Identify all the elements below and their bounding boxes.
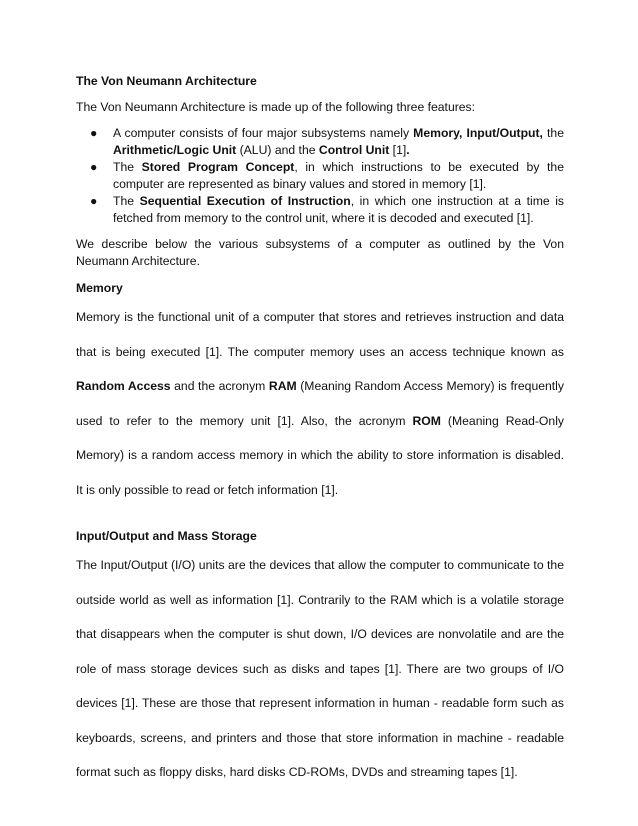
list-item bbox=[76, 125, 564, 159]
intro-paragraph: The Von Neumann Architecture is made up of the following three features: bbox=[76, 100, 476, 114]
heading-memory: Memory bbox=[76, 281, 123, 295]
heading-von-neumann: The Von Neumann Architecture bbox=[76, 74, 257, 88]
memory-bold: RAM bbox=[268, 379, 297, 393]
memory-paragraph bbox=[76, 300, 564, 507]
bullet-text: The bbox=[113, 160, 142, 174]
describe-paragraph: We describe below the various subsystems of a computer as outlined by the Von Neumann Architecture. bbox=[76, 237, 564, 268]
heading-io: Input/Output and Mass Storage bbox=[76, 529, 257, 543]
memory-text: (Meaning Read-Only Memory) is a random access memory in which the ability to store information is disabled. It is only possible to read or fetch information [1]. bbox=[76, 413, 564, 497]
bullet-bold: Stored Program Concept bbox=[141, 160, 295, 174]
bullet-bold: . bbox=[406, 143, 410, 157]
list-item bbox=[76, 193, 564, 227]
bullet-icon: ● bbox=[90, 194, 98, 208]
bullet-text: A computer consists of four major subsystems namely bbox=[113, 126, 414, 140]
document-body bbox=[76, 72, 564, 790]
bullet-text: The bbox=[113, 194, 140, 208]
memory-text: and the acronym bbox=[170, 379, 269, 393]
bullet-text: (ALU) and the bbox=[236, 143, 319, 157]
memory-text: (Meaning Random Access Memory) is frequently used to refer to the memory unit [1]. Also, the acronym bbox=[76, 379, 564, 428]
bullet-icon: ● bbox=[90, 160, 98, 174]
list-item bbox=[76, 159, 564, 193]
bullet-text: , in which instructions to be executed by the computer are represented as binary values and stored in memory [1]. bbox=[113, 160, 564, 191]
bullet-text: , in which one instruction at a time is fetched from memory to the control unit, where it is decoded and executed [1]. bbox=[113, 194, 565, 225]
bullet-bold: Memory, Input/Output, bbox=[413, 126, 543, 140]
io-paragraph: The Input/Output (I/O) units are the devices that allow the computer to communicate to the outside world as well as information [1]. Contrarily to the RAM which is a volatile storage that disappears when the computer is shut down, I/O devices are nonvolatile and are the role of mass storage devices such as disks and tapes [1]. There are two groups of I/O devices [1]. These are those that represent information in human - readable form such as keyboards, screens, and printers and those that store information in machine - readable format such as floppy disks, hard disks CD-ROMs, DVDs and streaming tapes [1]. bbox=[76, 558, 564, 779]
bullet-text: [1] bbox=[389, 143, 407, 157]
memory-bold: Random Access bbox=[76, 379, 171, 393]
bullet-bold: Sequential Execution of Instruction bbox=[139, 194, 351, 208]
bullet-bold: Control Unit bbox=[318, 143, 390, 157]
bullet-text: the bbox=[542, 126, 564, 140]
bullet-bold: Arithmetic/Logic Unit bbox=[113, 143, 237, 157]
memory-bold: ROM bbox=[412, 413, 441, 428]
memory-text: Memory is the functional unit of a computer that stores and retrieves instruction and data that is being executed [1]. The computer memory uses an access technique known as bbox=[76, 310, 564, 359]
bullet-icon: ● bbox=[90, 126, 98, 140]
feature-list bbox=[76, 125, 564, 227]
